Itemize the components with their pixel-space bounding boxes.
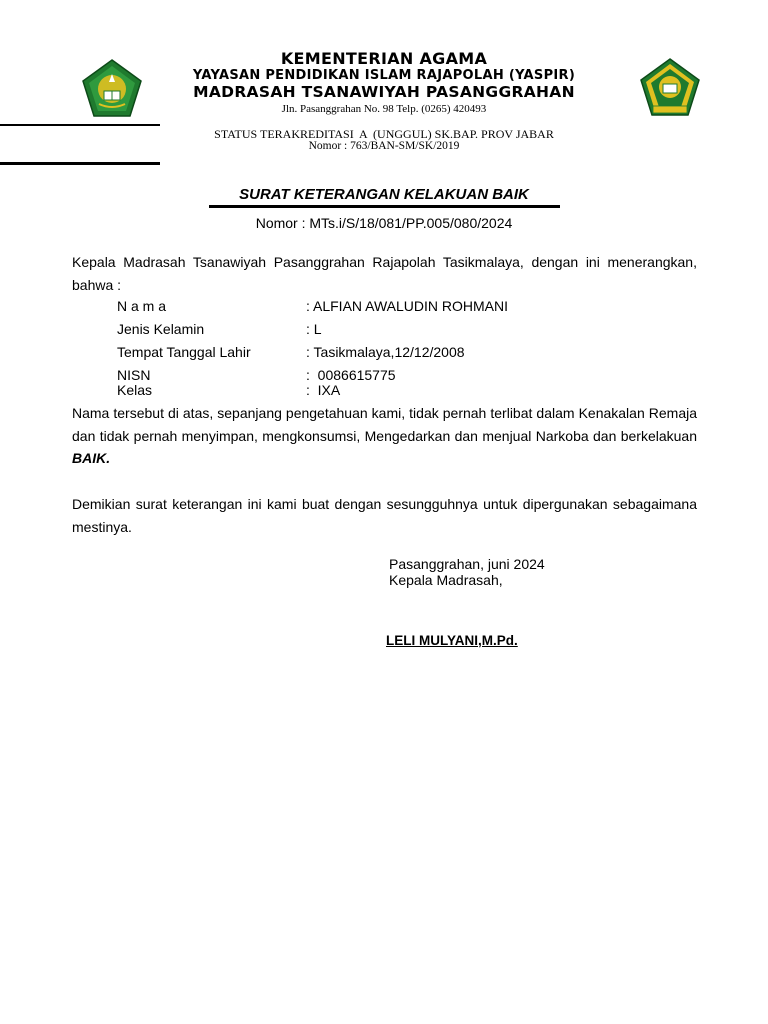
- school-heading: MADRASAH TSANAWIYAH PASANGGRAHAN: [193, 83, 575, 101]
- field-value-nisn: : 0086615775: [306, 367, 396, 383]
- field-label-gender: Jenis Kelamin: [117, 321, 205, 337]
- accreditation-number: Nomor : 763/BAN-SM/SK/2019: [308, 140, 460, 152]
- statement-emphasis: BAIK.: [72, 450, 111, 466]
- document-title: SURAT KETERANGAN KELAKUAN BAIK: [239, 186, 529, 203]
- signature-place-date: Pasanggrahan, juni 2024: [389, 556, 545, 572]
- closing-paragraph: Demikian surat keterangan ini kami buat dengan sesungguhnya untuk dipergunakan sebagaimana mestinya.: [72, 496, 697, 535]
- ministry-heading: KEMENTERIAN AGAMA: [280, 49, 488, 68]
- header-divider-bottom: [0, 162, 160, 165]
- field-label-class: Kelas: [117, 382, 153, 398]
- field-value-birth: : Tasikmalaya,12/12/2008: [306, 344, 465, 360]
- signatory-name: LELI MULYANI,M.Pd.: [386, 633, 518, 648]
- school-address: Jln. Pasanggrahan No. 98 Telp. (0265) 420493: [281, 103, 487, 115]
- field-value-class: : IXA: [306, 382, 341, 398]
- title-underline: [209, 205, 560, 208]
- field-label-name: N a m a: [117, 298, 167, 314]
- statement-text: Nama tersebut di atas, sepanjang pengetahuan kami, tidak pernah terlibat dalam Kenakalan Remaja dan tidak pernah menyimpan, mengkonsumsi, Mengedarkan dan menjual Narkoba dan berkelakuan: [72, 405, 697, 444]
- field-value-name: : ALFIAN AWALUDIN ROHMANI: [306, 298, 508, 314]
- document-number: Nomor : MTs.i/S/18/081/PP.005/080/2024: [255, 215, 513, 231]
- field-label-nisn: NISN: [117, 367, 151, 383]
- intro-paragraph: Kepala Madrasah Tsanawiyah Pasanggrahan Rajapolah Tasikmalaya, dengan ini menerangkan, bahwa :: [72, 254, 697, 293]
- field-value-gender: : L: [306, 321, 322, 337]
- signature-position: Kepala Madrasah,: [389, 572, 503, 588]
- foundation-heading: YAYASAN PENDIDIKAN ISLAM RAJAPOLAH (YASPIR): [192, 68, 576, 83]
- field-label-birth: Tempat Tanggal Lahir: [117, 344, 251, 360]
- accreditation-status: STATUS TERAKREDITASI A (UNGGUL) SK.BAP. PROV JABAR: [214, 127, 554, 141]
- statement-paragraph: [72, 402, 697, 470]
- header-divider-top: [0, 124, 160, 126]
